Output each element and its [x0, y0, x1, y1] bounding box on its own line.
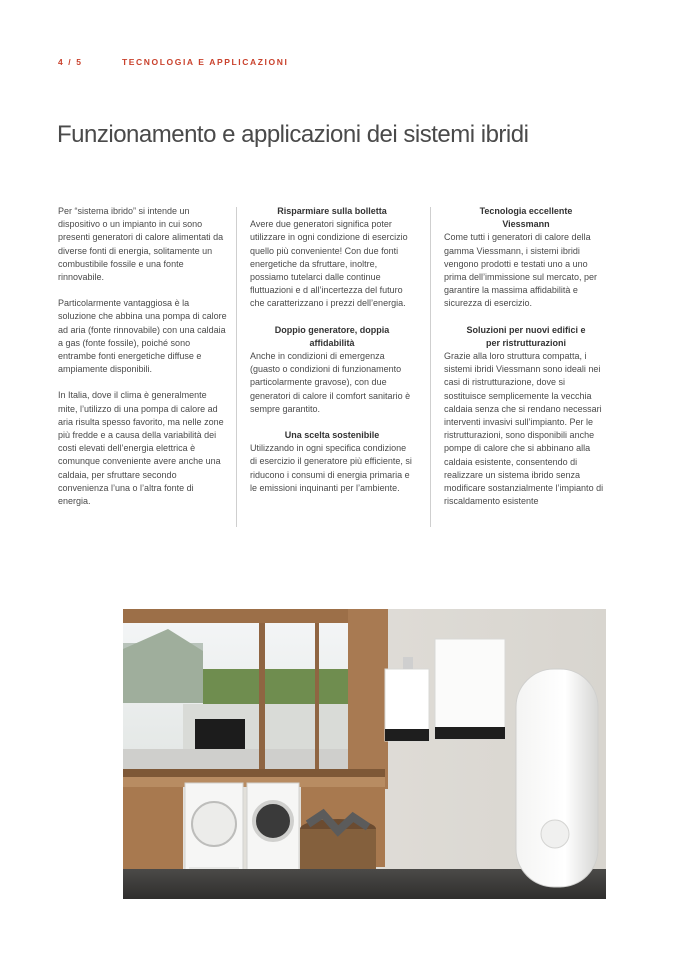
paragraph: In Italia, dove il clima è generalmente mite, l’utilizzo di una pompa di calore ad aria risulta spesso favorito, ma nelle zone più fredde e a causa della variabilità dei costi elevati dell’energia elettrica è comunque conveniente avere anche una caldaia, per sfruttare secondo convenienza l’una o l’altra fonte di energia. [58, 390, 224, 507]
subheading: Una scelta sostenibile [284, 430, 380, 441]
laundry-room-illustration [123, 609, 606, 899]
paragraph: Grazie alla loro struttura compatta, i sistemi ibridi Viessmann sono ideali nei casi di ristrutturazione, dove si sostituisce semplicemente la vecchia caldaia senza che si rendano necessari interventi invasivi sull’impianto. Per le ristrutturazioni, sono disponibili anche pompe di calore che si abbinano alla caldaia esistente, consentendo di realizzare un sistema ibrido senza modificare sostanzialmente l’impianto di riscaldamento esistente [444, 351, 604, 507]
paragraph: Avere due generatori significa poter utilizzare in ogni condizione di esercizio quello più conveniente! Con due fonti energetiche da sfruttare, inoltre, possiamo tutelarci dalle continue fluttuazioni e d all’incertezza del futuro che caratterizzano i prezzi dell’energia. [250, 219, 408, 309]
subheading: Risparmiare sulla bolletta [277, 206, 387, 216]
column-3 [444, 205, 608, 521]
paragraph: Utilizzando in ogni specifica condizione di esercizio il generatore più efficiente, si riducono i consumi di energia primaria e le emissioni inquinanti per l’ambiente. [250, 443, 412, 493]
column-divider [430, 207, 431, 527]
paragraph: Particolarmente vantaggiosa è la soluzione che abbina una pompa di calore ad aria (fonte rinnovabile) con una caldaia a gas (fonte fossile), poiché sono entrambe fonti energetiche diffuse e ampiamente disponibili. [58, 298, 227, 375]
subheading: Soluzioni per nuovi edifici e per ristrutturazioni [466, 324, 586, 348]
subheading: Tecnologia eccellente Viessmann [479, 206, 573, 230]
column-divider [236, 207, 237, 527]
subheading: Doppio generatore, doppia affidabilità [274, 324, 390, 348]
column-1 [58, 205, 228, 521]
section-label: TECNOLOGIA E APPLICAZIONI [122, 57, 289, 67]
paragraph: Come tutti i generatori di calore della gamma Viessmann, i sistemi ibridi vengono prodotti e testati uno a uno prima dell’immissione sul mercato, per garantire la massima affidabilità e sicurezza di esercizio. [444, 232, 598, 309]
column-2 [250, 205, 414, 508]
page-header [58, 57, 289, 67]
product-photo [123, 609, 606, 899]
page-title: Funzionamento e applicazioni dei sistemi ibridi [57, 121, 529, 148]
paragraph: Anche in condizioni di emergenza (guasto o condizioni di funzionamento particolarmente gravose), con due generatori di calore il comfort sanitario è sempre garantito. [250, 351, 411, 414]
page-number: 4 / 5 [58, 57, 83, 67]
paragraph: Per “sistema ibrido” si intende un dispositivo o un impianto in cui sono presenti generatori di calore alimentati da diverse fonti di energia, solitamente un combustibile fossile e una fonte rinnovabile. [58, 206, 224, 283]
